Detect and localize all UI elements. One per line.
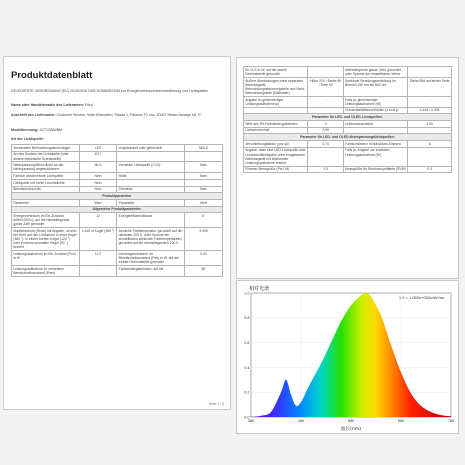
spectrum-point bbox=[261, 415, 262, 416]
table-cell: Nutzlichtstrom (Φuse) mit Angabe, ob sich der Wert auf den Lichtstrom in einer Kugel (360 °), in einem breiten Kegel (120 °) oder in einem schmalen Kegel (90 °) bezieht bbox=[12, 228, 80, 251]
column-header: Parameter bbox=[117, 200, 185, 207]
led-params-title: Parameter für LED- und OLED-Lichtquellen: bbox=[244, 114, 452, 121]
address-value: Customer Service, Viale Milanofiori, Strada 1, Palazzo F1 snc, 20057 Milano Assago MI, IT bbox=[56, 113, 202, 117]
table-cell: Leistungsaufnahme im Bereitschaftszustand (Psb) in W, auf die zweite Dezimalstelle gerundet bbox=[117, 251, 185, 266]
model-value: X2712WWBM bbox=[39, 128, 63, 132]
table-cell: Nein bbox=[185, 173, 223, 180]
table-cell: Angabe zu gleichwertiger Leistungsaufnahme(a) bbox=[244, 96, 308, 107]
product-params-continued-table bbox=[243, 66, 452, 173]
table-row bbox=[12, 151, 223, 162]
table-cell: MLS bbox=[79, 162, 117, 173]
table-cell: 12 bbox=[79, 213, 117, 228]
y-tick-label: 0.6 bbox=[244, 341, 250, 345]
spectrum-point bbox=[421, 405, 422, 406]
datasheet-page-1 bbox=[3, 56, 231, 410]
spectrum-point bbox=[251, 417, 252, 418]
table-cell: - bbox=[408, 96, 452, 107]
table-row bbox=[12, 228, 223, 251]
table-cell: LED bbox=[79, 145, 117, 152]
table-cell: Wert des R9-Farbwiedergabeindex bbox=[244, 120, 308, 127]
table-cell: Angabe, dass eine LED-Lichtquelle eine Leuchtstofflichtquelle ohne eingebautes Betriebsgerät mit bestimmter Leistungsaufnahme ersetzt bbox=[244, 147, 308, 166]
table-cell: Art des Sockels der Lichtquelle (oder andere elektrische Schnittstelle) bbox=[12, 151, 80, 162]
model-label: Modellkennung: bbox=[11, 128, 39, 132]
table-cell: 1,00 bbox=[408, 120, 452, 127]
spectrum-point bbox=[381, 315, 382, 316]
table-cell: 6 bbox=[408, 140, 452, 147]
table-cell: Ähnliche Farbtemperatur, gerundet auf die nächsten 100 K, oder Spanne der einstellbaren ähnlichen Farbtemperaturen, gerundet auf die nächstliegenden 100 K bbox=[117, 228, 185, 251]
table-cell: Farbkonsistenz in MacAdam-Ellipsen bbox=[343, 140, 407, 147]
page-number: Seite 1 / 3 bbox=[208, 402, 224, 406]
table-cell: E27 bbox=[79, 151, 117, 162]
table-cell: Nein bbox=[79, 173, 117, 180]
spectrum-point bbox=[441, 415, 442, 416]
table-cell: Lebensdauerfaktor bbox=[343, 120, 407, 127]
table-cell: Messgröße für Stroboskopeffekte (SVM) bbox=[343, 166, 407, 173]
table-cell: Nein bbox=[79, 179, 117, 186]
table-row bbox=[244, 140, 452, 147]
table-cell bbox=[408, 127, 452, 134]
table-cell: Farbwiedergabeindex, auf die bbox=[117, 266, 185, 277]
y-tick-label: 0.4 bbox=[244, 365, 250, 370]
table-cell: Ungebündelt oder gebündelt: bbox=[117, 145, 185, 152]
table-row bbox=[12, 173, 223, 180]
spectrum-point bbox=[331, 342, 332, 343]
x-tick-label: 480 bbox=[297, 419, 305, 423]
column-header: Wert bbox=[185, 200, 223, 207]
table-cell: 0,00 bbox=[185, 251, 223, 266]
table-cell: Verwendete Beleuchtungstechnologie: bbox=[12, 145, 80, 152]
address-label: Anschrift des Lieferanten: bbox=[11, 113, 56, 117]
table-cell: Energieverbrauch im Ein-Zustand (kWh/1000 h), auf die nächstliegende ganze Zahl gerundet bbox=[12, 213, 80, 228]
table-cell bbox=[185, 151, 223, 162]
spectrum-point bbox=[371, 296, 372, 297]
table-cell: Lichtquelle mit hoher Leuchtdichte: bbox=[12, 179, 80, 186]
table-cell: 0,70 bbox=[308, 140, 343, 147]
model-line bbox=[11, 128, 62, 132]
table-cell bbox=[343, 127, 407, 134]
table-row bbox=[12, 251, 223, 266]
table-cell: Nein bbox=[185, 162, 223, 173]
y-title: 相对光谱 bbox=[249, 286, 270, 292]
page-title: Produktdatenblatt bbox=[11, 70, 93, 81]
table-cell bbox=[308, 67, 343, 78]
table-row bbox=[244, 166, 452, 173]
table-cell: NDLS bbox=[185, 145, 223, 152]
table-cell: Nein bbox=[185, 186, 223, 193]
scale-note: 1.0 = 1.050e+002mW/nm bbox=[398, 295, 444, 300]
table-cell: 1.440 in Kugel (360 °) bbox=[79, 228, 117, 251]
table-cell: 80 bbox=[185, 266, 223, 277]
light-source-type-table bbox=[11, 144, 223, 277]
table-cell: Nein bbox=[79, 186, 117, 193]
table-cell: Energieeffizienzklasse bbox=[117, 213, 185, 228]
table-cell: Dimmbar: bbox=[117, 186, 185, 193]
x-tick-label: 580 bbox=[347, 419, 355, 423]
table-row bbox=[12, 266, 223, 277]
table-cell: 0,434 / 0,404 bbox=[408, 107, 452, 114]
y-tick-label: 0.0 bbox=[244, 415, 250, 420]
table-cell: Leistungsaufnahme im vernetzten Bereitschaftszustand (Pnet) bbox=[12, 266, 80, 277]
table-cell: 3.000 bbox=[185, 228, 223, 251]
x-axis-label: 波长(nm) bbox=[340, 427, 362, 432]
x-tick-label: 780 bbox=[447, 419, 455, 423]
table-cell: Falls ja, gleichwertige Leistungsaufnahme (W) bbox=[343, 96, 407, 107]
general-params-title: Allgemeine Produktparameter: bbox=[12, 206, 223, 213]
spectrum-point bbox=[451, 416, 452, 417]
table-cell bbox=[408, 67, 452, 78]
section-header-row bbox=[12, 193, 223, 200]
table-cell: Blendschutzschild: bbox=[12, 186, 80, 193]
table-cell: - bbox=[308, 96, 343, 107]
section-header-row bbox=[12, 206, 223, 213]
table-cell: Leistungsaufnahme im Ein-Zustand (Pon) in W bbox=[12, 251, 80, 266]
table-cell: Hülle: bbox=[117, 173, 185, 180]
supplier-line bbox=[11, 103, 93, 107]
table-cell: 11,2 bbox=[79, 251, 117, 266]
table-cell bbox=[308, 107, 343, 114]
spectrum-point bbox=[321, 363, 322, 364]
type-line bbox=[11, 137, 44, 141]
regulation-text: DELEGIERTE VERORDNUNG (EU) 2019/2015 DER KOMMISSION zur Energieverbrauchskennzeichnung von Lichtquellen bbox=[11, 89, 209, 93]
table-cell: - bbox=[79, 266, 117, 277]
table-cell bbox=[185, 179, 223, 186]
product-params-title: Produktparameter bbox=[12, 193, 223, 200]
table-cell: für CLS in W, auf die zweite Dezimalstelle gerundet bbox=[244, 67, 308, 78]
table-cell: Siehe Bild auf letzter Seite bbox=[408, 77, 452, 96]
table-row bbox=[244, 120, 452, 127]
table-row bbox=[12, 213, 223, 228]
spectrum-point bbox=[306, 392, 307, 393]
spectrum-point bbox=[351, 305, 352, 306]
y-tick-label: 1.0 bbox=[244, 291, 250, 296]
spectrum-point bbox=[291, 394, 292, 395]
table-row bbox=[12, 179, 223, 186]
datasheet-page-2 bbox=[236, 57, 459, 279]
address-line bbox=[11, 113, 223, 117]
table-cell: Spektrale Strahlungsverteilung im Bereich 250 nm bis 800 nm bbox=[343, 77, 407, 96]
mains-params-title: Parameter für LED- und OLED-Netzspannungslichtquellen: bbox=[244, 134, 452, 141]
spectrum-point bbox=[401, 372, 402, 373]
spectrum-point bbox=[311, 382, 312, 383]
spectrum-chart bbox=[237, 281, 458, 433]
table-cell: Lichtstromerhalt bbox=[244, 127, 308, 134]
spectrum-point bbox=[301, 402, 302, 403]
supplier-label: Name oder Handelsmarke des Lieferanten: bbox=[11, 103, 84, 107]
supplier-value: Filed bbox=[84, 103, 93, 107]
spectrum-chart-panel bbox=[236, 280, 459, 434]
table-header-row bbox=[12, 200, 223, 207]
spectrum-point bbox=[271, 412, 272, 413]
spectrum-point bbox=[286, 379, 287, 380]
spectrum-point bbox=[361, 295, 362, 296]
table-cell: - bbox=[308, 147, 343, 166]
column-header: Parameter bbox=[12, 200, 80, 207]
table-cell bbox=[117, 151, 185, 162]
spectrum-point bbox=[341, 321, 342, 322]
table-cell: Höhe 210 / Breite 90 / Tiefe 90 bbox=[308, 77, 343, 96]
table-cell: 0,96 bbox=[308, 127, 343, 134]
table-cell: Flimmer-Messgröße (Pst LM) bbox=[244, 166, 308, 173]
table-cell bbox=[117, 179, 185, 186]
table-cell: nächstliegende ganze Zahl, gerundet, oder Spanne der einstellbaren Werte bbox=[343, 67, 407, 78]
type-label: Art der Lichtquelle: bbox=[11, 137, 44, 141]
table-cell: Netzspannung/Nicht direkt an der Netzspannung angeschlossen: bbox=[12, 162, 80, 173]
table-row bbox=[244, 67, 452, 78]
spectrum-point bbox=[411, 393, 412, 394]
table-row bbox=[12, 162, 223, 173]
spectrum-point bbox=[296, 405, 297, 406]
table-cell: E bbox=[185, 213, 223, 228]
section-header-row bbox=[244, 114, 452, 121]
table-cell bbox=[244, 107, 308, 114]
table-row bbox=[244, 147, 452, 166]
column-header: Wert bbox=[79, 200, 117, 207]
table-cell: 0 bbox=[308, 120, 343, 127]
x-tick-label: 680 bbox=[397, 419, 405, 423]
spectrum-point bbox=[391, 345, 392, 346]
table-cell: - bbox=[408, 147, 452, 166]
table-cell: Vernetzte Lichtquelle (CLS): bbox=[117, 162, 185, 173]
table-cell: Äußere Abmessungen ohne separates Betriebsgerät, Beleuchtungssteuerungsteile und Nicht-Beleuchtungsteile (Millimeter) bbox=[244, 77, 308, 96]
table-row bbox=[244, 127, 452, 134]
table-cell: 1,0 bbox=[308, 166, 343, 173]
table-cell: 0,4 bbox=[408, 166, 452, 173]
spectrum-point bbox=[281, 392, 282, 393]
x-tick-label: 380 bbox=[247, 419, 255, 423]
spectrum-point bbox=[366, 293, 367, 294]
y-tick-label: 0.8 bbox=[244, 316, 250, 321]
table-row bbox=[244, 107, 452, 114]
table-cell: Farblich abstimmbare Lichtquelle: bbox=[12, 173, 80, 180]
table-cell: Falls ja, Angabe zur ersetzten Leistungsaufnahme (W) bbox=[343, 147, 407, 166]
table-cell: Verschiebungsfaktor (cos φ1) bbox=[244, 140, 308, 147]
table-row bbox=[12, 145, 223, 152]
section-header-row bbox=[244, 134, 452, 141]
table-cell: Chromatizitätskoordinaten (x und y) bbox=[343, 107, 407, 114]
spectrum-point bbox=[431, 412, 432, 413]
table-row bbox=[244, 96, 452, 107]
y-tick-label: 0.2 bbox=[244, 390, 250, 395]
table-row bbox=[244, 77, 452, 96]
table-row bbox=[12, 186, 223, 193]
